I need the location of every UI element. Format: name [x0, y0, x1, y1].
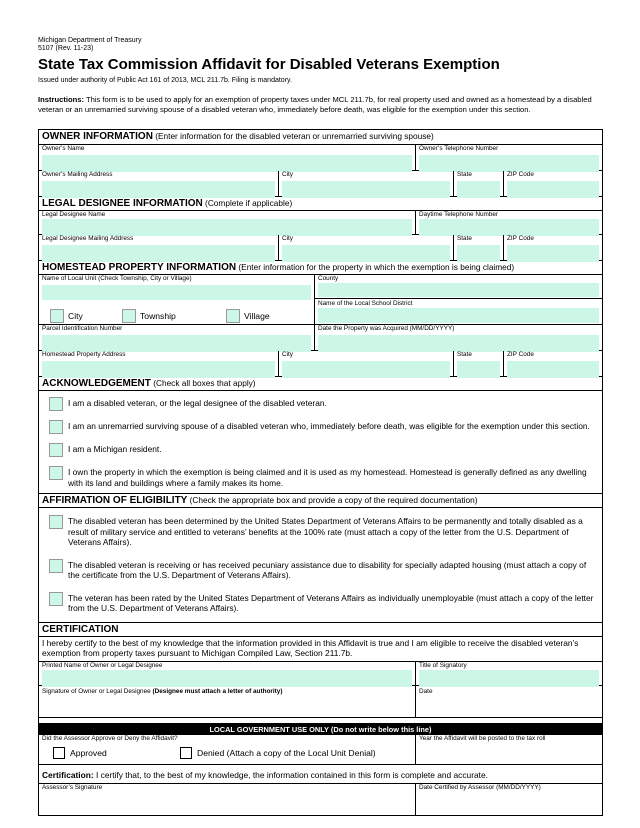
township-option-label: Township [140, 311, 176, 321]
homestead-zip-label: ZIP Code [507, 351, 534, 358]
affirm-text-2: The disabled veteran is receiving or has received pecuniary assistance due to disability for specially adapted housing (must attach a copy of the certificate from the U.S. Department of Veterans Affairs). [68, 559, 587, 580]
ack-checkbox-1[interactable] [49, 397, 63, 411]
owner-signature-field[interactable] [42, 696, 412, 718]
city-checkbox[interactable] [50, 309, 64, 323]
homestead-section-subtitle: (Enter information for the property in which the exemption is being claimed) [236, 262, 515, 272]
designee-section-subtitle: (Complete if applicable) [202, 198, 293, 208]
designee-name-input[interactable] [42, 219, 412, 236]
parcel-id-label: Parcel Identification Number [42, 325, 123, 332]
affirm-checkbox-3[interactable] [49, 592, 63, 606]
affirmation-item [39, 513, 602, 557]
owner-state-label: State [457, 171, 472, 178]
homestead-section-header [39, 260, 602, 274]
signatory-title-label: Title of Signatory [419, 661, 467, 669]
affirmation-section-subtitle: (Check the appropriate box and provide a copy of the required documentation) [187, 495, 478, 505]
affirmation-item [39, 590, 602, 617]
ack-text-2: I am an unremarried surviving spouse of a disabled veteran who, immediately before death, was eligible for the exemption under this section. [68, 421, 590, 431]
owner-address-input[interactable] [42, 181, 275, 198]
ack-text-1: I am a disabled veteran, or the legal designee of the disabled veteran. [68, 398, 327, 408]
homestead-state-label: State [457, 351, 472, 358]
affirm-checkbox-2[interactable] [49, 559, 63, 573]
owner-state-input[interactable] [457, 181, 500, 198]
instructions-label: Instructions: [38, 95, 84, 104]
affirmation-section-title: AFFIRMATION OF ELIGIBILITY [42, 495, 188, 506]
ack-checkbox-4[interactable] [49, 466, 63, 480]
designee-city-input[interactable] [282, 245, 450, 262]
acknowledgement-section-header [39, 376, 602, 390]
designee-address-label: Legal Designee Mailing Address [42, 235, 134, 242]
owner-section-header [39, 130, 602, 144]
owner-address-label: Owner’s Mailing Address [42, 171, 113, 178]
affirm-checkbox-1[interactable] [49, 515, 63, 529]
issued-authority: Issued under authority of Public Act 161 of 2013, MCL 211.7b. Filing is mandatory. [38, 77, 292, 84]
owner-city-label: City [282, 171, 294, 178]
county-input[interactable] [318, 283, 599, 297]
homestead-address-input[interactable] [42, 361, 275, 378]
local-unit-input[interactable] [42, 285, 311, 300]
local-unit-label: Name of Local Unit (Check Township, City or Village) [42, 275, 192, 282]
designee-state-label: State [457, 235, 472, 242]
signatory-title-input[interactable] [419, 670, 599, 687]
instructions-text: This form is to be used to apply for an exemption of property taxes under MCL 211.7b, for real property used and owned as a homestead by a disabled veteran or an unremarried surviving spouse of a disabled veteran who, immediately before death, was eligible for the exemption under this section. [38, 95, 592, 114]
owner-zip-label: ZIP Code [507, 171, 534, 178]
certification-section-header [39, 622, 602, 636]
homestead-zip-input[interactable] [507, 361, 599, 378]
assessor-certification [39, 764, 602, 783]
date-acquired-label: Date the Property was Acquired (MM/DD/YYYY) [318, 325, 455, 332]
affidavit-form [38, 129, 603, 816]
ack-text-4: I own the property in which the exemption is being claimed and it is used as my homestead. Homestead is generally defined as any dwelling with its land and buildings where a family makes its home. [68, 467, 587, 488]
parcel-id-input[interactable] [42, 335, 311, 352]
department-name: Michigan Department of Treasury [38, 37, 142, 44]
approved-checkbox[interactable] [53, 747, 65, 759]
designee-section-header [39, 196, 602, 210]
homestead-address-label: Homestead Property Address [42, 351, 126, 358]
owner-section-title: OWNER INFORMATION [42, 131, 153, 142]
owner-phone-input[interactable] [419, 155, 599, 172]
designee-zip-label: ZIP Code [507, 235, 534, 242]
certification-section-title: CERTIFICATION [42, 623, 119, 635]
assessor-certification-text: I certify that, to the best of my knowledge, the information contained in this form is complete and accurate. [93, 769, 488, 780]
owner-signature-label [42, 688, 412, 696]
form-number: 5107 (Rev. 11-23) [38, 45, 94, 52]
assessor-signature-label: Assessor’s Signature [42, 783, 103, 791]
designee-name-label: Legal Designee Name [42, 211, 106, 218]
tax-roll-year-label: Year the Affidavit will be posted to the tax roll [419, 734, 546, 742]
acknowledgement-item [39, 464, 602, 491]
tax-roll-year-field[interactable] [419, 743, 599, 763]
assessor-decision-label: Did the Assessor Approve or Deny the Affidavit? [42, 734, 178, 742]
denied-label: Denied (Attach a copy of the Local Unit Denial) [197, 747, 376, 758]
designee-phone-input[interactable] [419, 219, 599, 236]
owner-name-label: Owner’s Name [42, 145, 85, 152]
local-gov-header: LOCAL GOVERNMENT USE ONLY (Do not write below this line) [39, 723, 602, 734]
city-option-label: City [68, 311, 83, 321]
ack-text-3: I am a Michigan resident. [68, 444, 162, 454]
designee-zip-input[interactable] [507, 245, 599, 262]
owner-zip-input[interactable] [507, 181, 599, 198]
acknowledgement-item [39, 395, 602, 418]
form-title: State Tax Commission Affidavit for Disabled Veterans Exemption [38, 56, 500, 73]
cert-date-label: Date [419, 687, 433, 695]
certification-statement: I hereby certify to the best of my knowledge that the information provided in this Affidavit is true and I am eligible to receive the disabled veteran’s exemption from property taxes pursuant to Michigan Compiled Law, Section 211.7b. [39, 636, 602, 661]
homestead-city-label: City [282, 351, 294, 358]
assessor-signature-field[interactable] [42, 792, 412, 814]
owner-name-input[interactable] [42, 155, 412, 172]
acknowledgement-list [39, 390, 602, 493]
homestead-state-input[interactable] [457, 361, 500, 378]
printed-name-input[interactable] [42, 670, 412, 687]
date-acquired-input[interactable] [318, 335, 599, 352]
homestead-section-title: HOMESTEAD PROPERTY INFORMATION [42, 262, 237, 273]
designee-state-input[interactable] [457, 245, 500, 262]
cert-date-field[interactable] [419, 696, 599, 718]
homestead-city-input[interactable] [282, 361, 450, 378]
township-checkbox[interactable] [122, 309, 136, 323]
instructions [38, 95, 604, 114]
owner-city-input[interactable] [282, 181, 450, 198]
county-label: County [318, 275, 339, 282]
acknowledgement-item [39, 418, 602, 441]
acknowledgement-section-subtitle: (Check all boxes that apply) [150, 378, 256, 388]
date-certified-label: Date Certified by Assessor (MM/DD/YYYY) [419, 783, 541, 791]
denied-checkbox[interactable] [180, 747, 192, 759]
affirmation-list [39, 507, 602, 622]
owner-section-subtitle: (Enter information for the disabled veteran or unremarried surviving spouse) [152, 131, 434, 141]
designee-address-input[interactable] [42, 245, 275, 262]
printed-name-label: Printed Name of Owner or Legal Designee [42, 661, 163, 669]
village-checkbox[interactable] [226, 309, 240, 323]
school-district-label: Name of the Local School District [318, 300, 413, 307]
designee-phone-label: Daytime Telephone Number [419, 211, 499, 218]
ack-checkbox-3[interactable] [49, 443, 63, 457]
designee-section-title: LEGAL DESIGNEE INFORMATION [42, 198, 203, 209]
affirm-text-3: The veteran has been rated by the United States Department of Veterans Affairs as individually unemployable (must attach a copy of the letter from the U.S. Department of Veterans Affairs). [68, 592, 594, 613]
owner-signature-label-text: Signature of Owner or Legal Designee [42, 687, 153, 695]
village-option-label: Village [244, 311, 270, 321]
affirmation-item [39, 557, 602, 590]
affirmation-section-header [39, 493, 602, 507]
owner-phone-label: Owner’s Telephone Number [419, 145, 499, 152]
affirm-text-1: The disabled veteran has been determined by the United States Department of Veterans Affairs to be permanently and totally disabled as a result of military service and entitled to veterans’ benefits at the 100% rate (must attach a copy of the letter from the U.S. Department of Veterans Affairs). [68, 516, 583, 547]
designee-city-label: City [282, 235, 294, 242]
acknowledgement-item [39, 441, 602, 464]
date-certified-field[interactable] [419, 792, 599, 814]
school-district-input[interactable] [318, 308, 599, 323]
approved-label: Approved [70, 747, 107, 758]
ack-checkbox-2[interactable] [49, 420, 63, 434]
owner-signature-note: (Designee must attach a letter of authority) [152, 687, 283, 695]
acknowledgement-section-title: ACKNOWLEDGEMENT [42, 378, 151, 389]
assessor-certification-label: Certification: [42, 769, 94, 780]
